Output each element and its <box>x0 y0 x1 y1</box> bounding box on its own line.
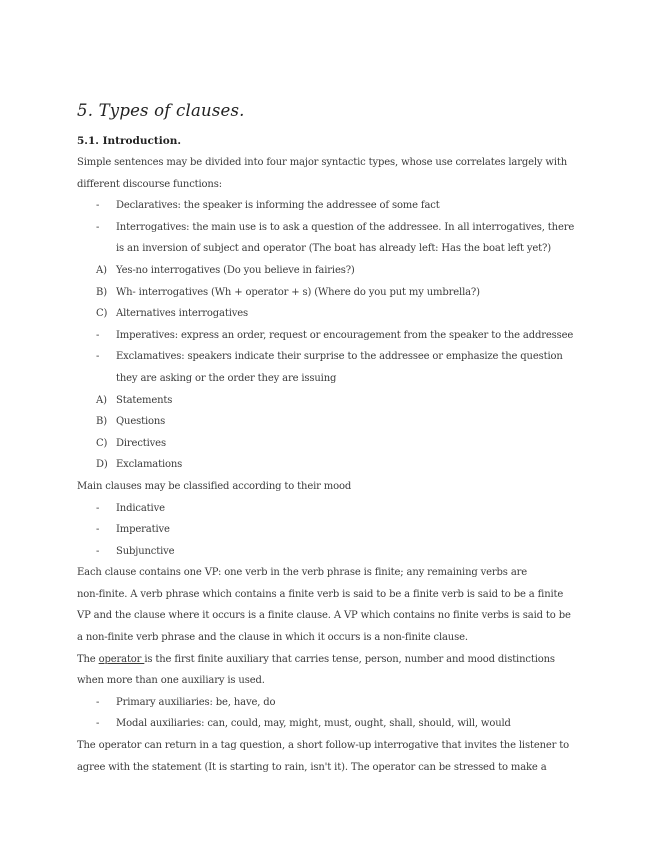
intro-paragraph <box>77 152 577 195</box>
list-item <box>77 411 577 433</box>
vp-paragraph <box>77 562 577 648</box>
operator-term: operator <box>98 653 145 665</box>
list-item-text: Alternatives interrogatives <box>116 308 249 320</box>
list-item <box>77 454 577 476</box>
list-item-text: Primary auxiliaries: be, have, do <box>116 696 276 708</box>
text-line: different discourse functions: <box>77 178 222 190</box>
text-line <box>77 649 577 671</box>
list-item-text: Statements <box>116 394 173 406</box>
list-item <box>77 238 577 260</box>
list-marker: - <box>96 524 100 536</box>
operator-paragraph <box>77 649 577 692</box>
list-item <box>77 541 577 563</box>
list-item-text: Modal auxiliaries: can, could, may, might, must, ought, shall, should, will, would <box>116 718 511 730</box>
text-line: Simple sentences may be divided into four major syntactic types, whose use correlates largely with <box>77 157 568 168</box>
list-item-text: Declaratives: the speaker is informing the addressee of some fact <box>116 200 440 212</box>
list-item <box>77 519 577 541</box>
list-marker: - <box>96 545 100 557</box>
clause-types-list <box>77 195 577 476</box>
list-marker: - <box>96 329 100 341</box>
list-marker: C) <box>96 437 108 449</box>
text-line: Each clause contains one VP: one verb in the verb phrase is finite; any remaining verbs are <box>77 567 528 579</box>
document-page <box>77 98 577 778</box>
text-line: agree with the statement (It is starting to rain, isn't it). The operator can be stressed to make a <box>77 761 547 773</box>
list-item-text: Indicative <box>116 502 165 514</box>
list-item <box>77 498 577 520</box>
text-line: a non-finite verb phrase and the clause in which it occurs is a non-finite clause. <box>77 632 468 644</box>
list-item-text: Imperatives: express an order, request or encouragement from the speaker to the addressee <box>116 329 574 341</box>
text-span: is the first finite auxiliary that carries tense, person, number and mood distinctions <box>144 653 555 665</box>
text-line: when more than one auxiliary is used. <box>77 675 265 687</box>
text-span: The <box>77 653 99 665</box>
list-marker: A) <box>96 394 107 406</box>
list-item-text: is an inversion of subject and operator (The boat has already left: Has the boat left yet?) <box>116 243 551 255</box>
text-line: VP and the clause where it occurs is a finite clause. A VP which contains no finite verbs is said to be <box>77 610 571 622</box>
list-item <box>77 325 577 347</box>
list-item-text: Subjunctive <box>116 545 175 557</box>
text-line: The operator can return in a tag question, a short follow-up interrogative that invites the listener to <box>77 740 570 752</box>
list-item-text: Yes-no interrogatives (Do you believe in fairies?) <box>116 264 355 276</box>
list-marker: B) <box>96 416 107 428</box>
list-marker: D) <box>96 459 108 471</box>
list-item <box>77 713 577 735</box>
tag-paragraph <box>77 735 577 778</box>
list-item <box>77 368 577 390</box>
subsection-title: 5.1. Introduction. <box>77 135 182 147</box>
list-marker: - <box>96 221 100 233</box>
list-marker: - <box>96 696 100 708</box>
text-line: non-finite. A verb phrase which contains a finite verb is said to be a finite verb is said to be a finite <box>77 588 564 600</box>
list-item-text: Interrogatives: the main use is to ask a question of the addressee. In all interrogatives, there <box>116 221 575 233</box>
list-marker: C) <box>96 308 108 320</box>
list-item <box>77 433 577 455</box>
list-item <box>77 260 577 282</box>
list-marker: - <box>96 200 100 212</box>
list-item <box>77 303 577 325</box>
section-title: 5. Types of clauses. <box>77 101 245 120</box>
list-item <box>77 195 577 217</box>
list-item <box>77 390 577 412</box>
list-marker: A) <box>96 264 107 276</box>
list-marker: - <box>96 718 100 730</box>
moods-list <box>77 498 577 563</box>
mood-intro: Main clauses may be classified according to their mood <box>77 480 352 492</box>
list-item <box>77 346 577 368</box>
list-item <box>77 692 577 714</box>
list-item-text: Directives <box>116 437 166 449</box>
list-item-text: Exclamatives: speakers indicate their surprise to the addressee or emphasize the question <box>116 351 563 363</box>
list-item-text: Imperative <box>116 524 170 536</box>
list-item-text: they are asking or the order they are issuing <box>116 372 337 384</box>
list-marker: B) <box>96 286 107 298</box>
auxiliaries-list <box>77 692 577 735</box>
list-item <box>77 217 577 239</box>
list-marker: - <box>96 502 100 514</box>
list-item-text: Exclamations <box>116 459 183 471</box>
list-item-text: Wh- interrogatives (Wh + operator + s) (Where do you put my umbrella?) <box>116 286 480 298</box>
list-item-text: Questions <box>116 416 166 428</box>
list-item <box>77 282 577 304</box>
list-marker: - <box>96 351 100 363</box>
